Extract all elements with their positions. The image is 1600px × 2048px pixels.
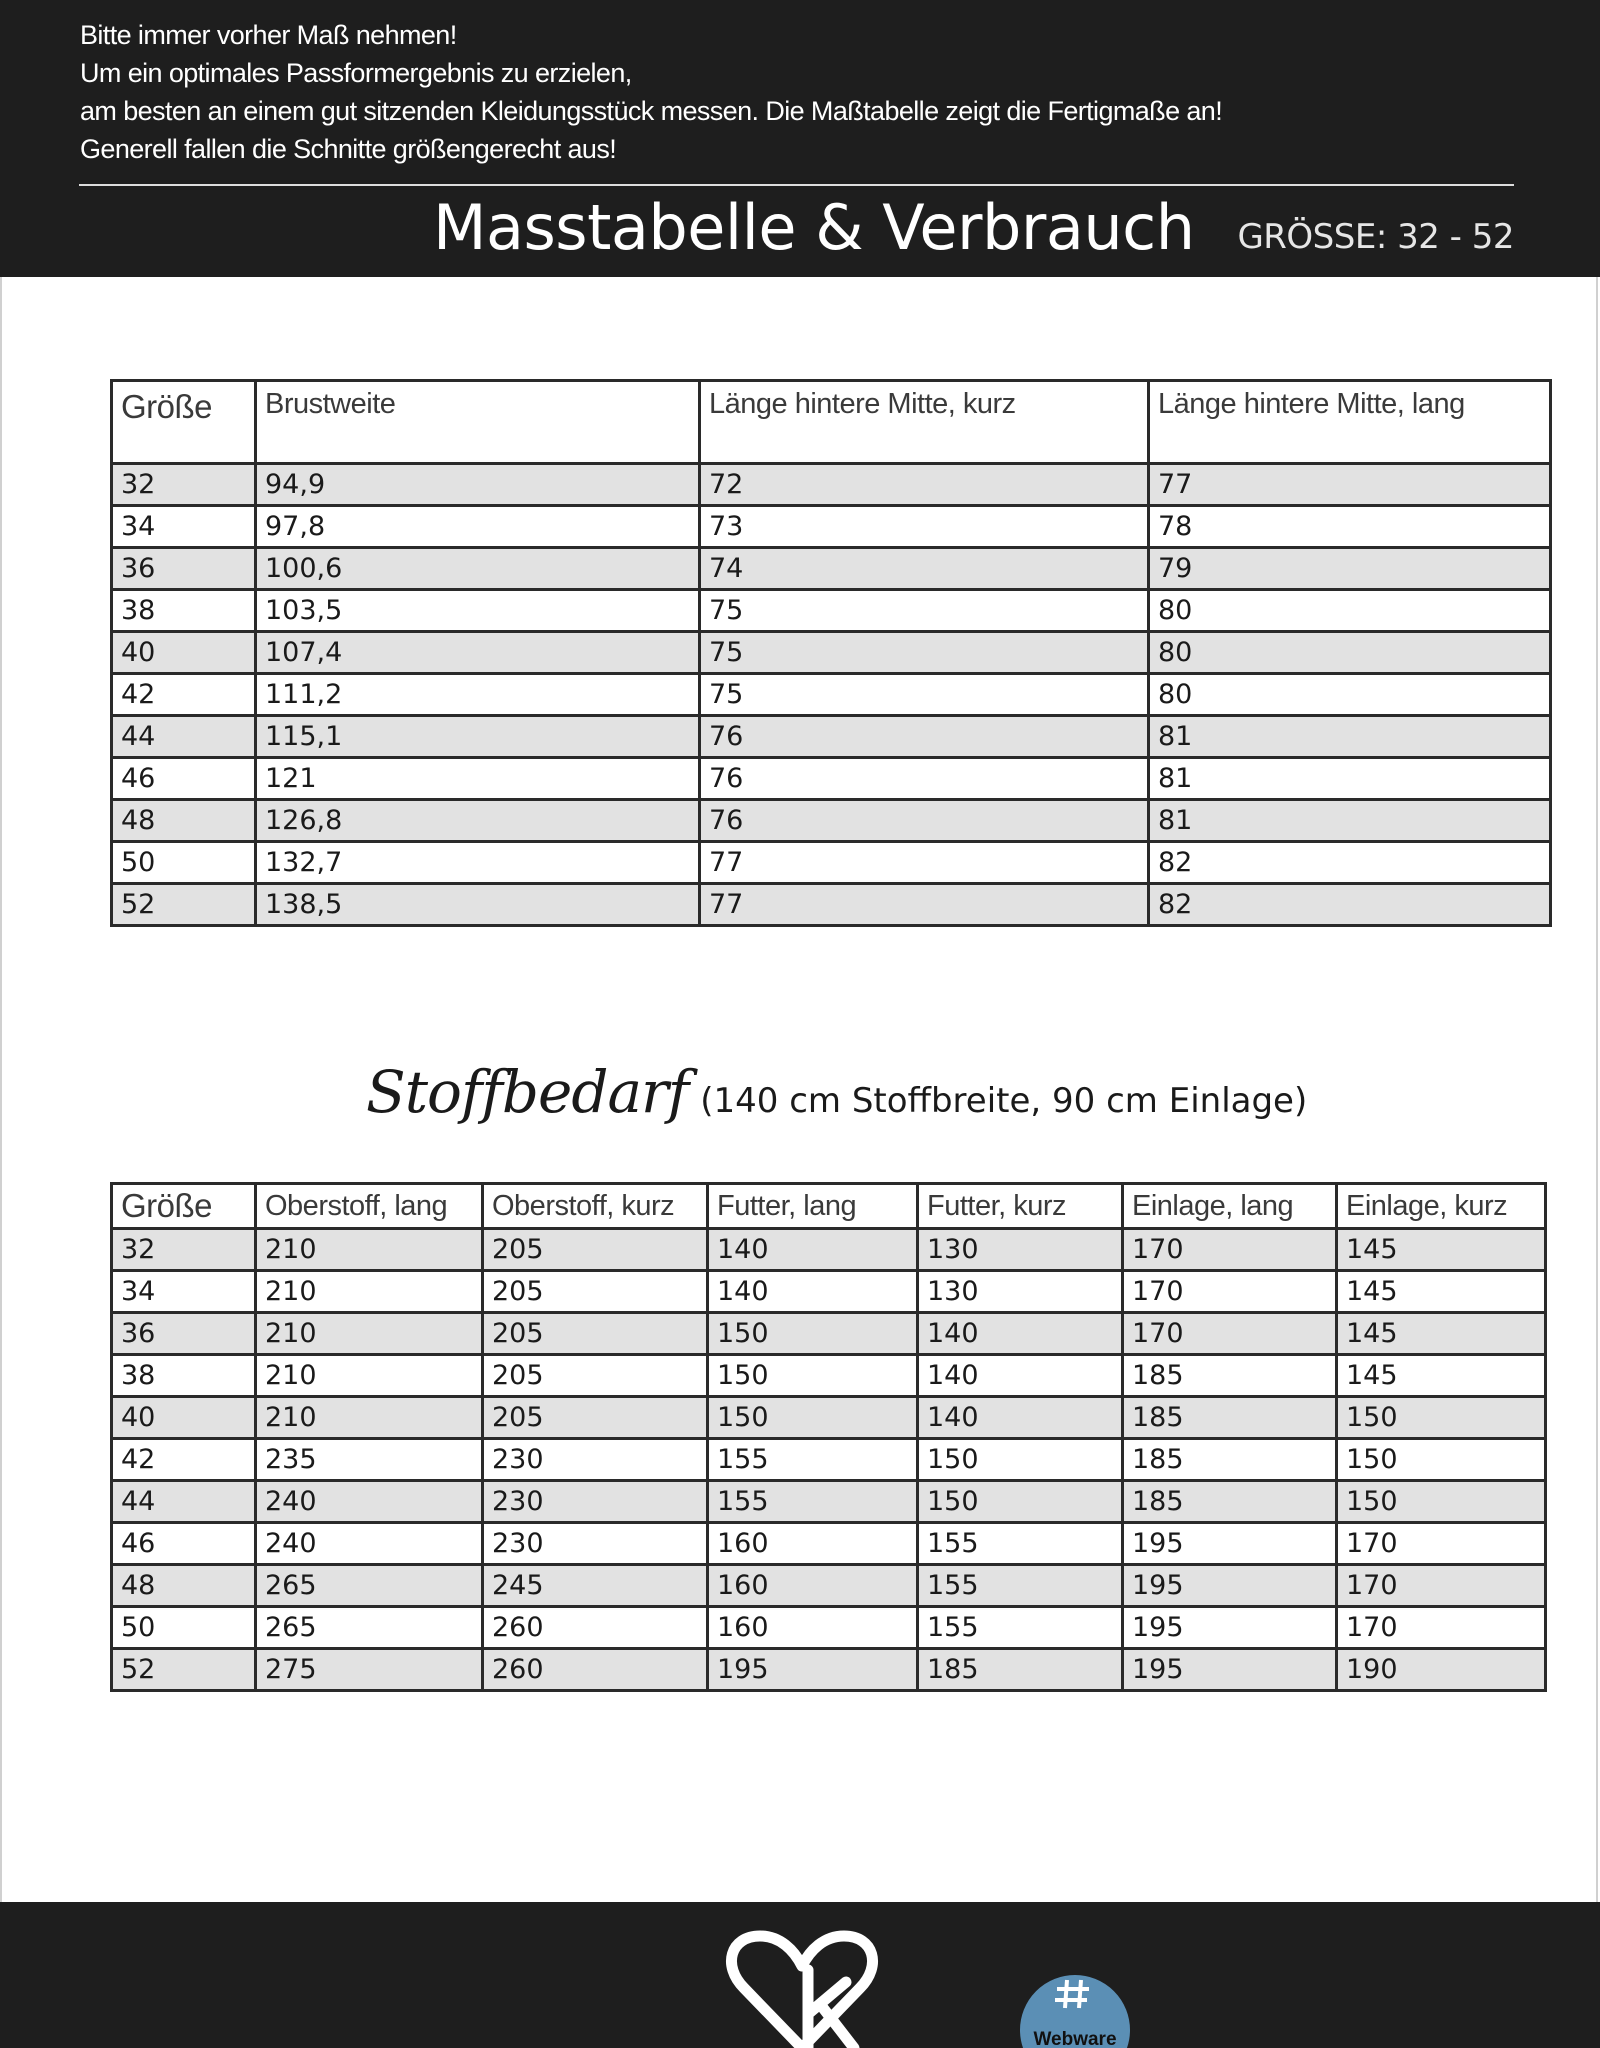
size-range-label: GRÖSSE: 32 - 52	[1237, 217, 1514, 257]
table-cell: 160	[708, 1523, 918, 1565]
table-cell: 145	[1337, 1313, 1546, 1355]
table-cell: 210	[256, 1229, 483, 1271]
table-cell: 80	[1149, 674, 1551, 716]
column-header: Futter, kurz	[918, 1184, 1123, 1229]
table-cell: 140	[918, 1313, 1123, 1355]
table-cell: 76	[700, 758, 1149, 800]
table-cell: 205	[483, 1397, 708, 1439]
table-cell: 170	[1123, 1313, 1337, 1355]
table-cell: 150	[918, 1439, 1123, 1481]
table-cell: 76	[700, 716, 1149, 758]
table-cell: 40	[112, 632, 256, 674]
table-cell: 155	[918, 1523, 1123, 1565]
table-cell: 50	[112, 842, 256, 884]
table-cell: 72	[700, 464, 1149, 506]
table-cell: 78	[1149, 506, 1551, 548]
size-table	[110, 379, 1552, 927]
column-header: Größe	[112, 381, 256, 464]
table-cell: 107,4	[256, 632, 700, 674]
table-cell: 150	[1337, 1397, 1546, 1439]
table-cell: 150	[1337, 1481, 1546, 1523]
table-cell: 195	[1123, 1607, 1337, 1649]
fabric-table	[110, 1182, 1547, 1692]
table-cell: 34	[112, 506, 256, 548]
table-cell: 46	[112, 758, 256, 800]
webware-badge-label: Webware	[1033, 2029, 1117, 2048]
footer-bar	[0, 1902, 1600, 2048]
table-cell: 140	[708, 1229, 918, 1271]
table-cell: 205	[483, 1313, 708, 1355]
table-cell: 185	[1123, 1481, 1337, 1523]
table-cell: 230	[483, 1523, 708, 1565]
table-cell: 38	[112, 590, 256, 632]
table-cell: 155	[708, 1481, 918, 1523]
table-cell: 75	[700, 632, 1149, 674]
table-cell: 100,6	[256, 548, 700, 590]
table-cell: 155	[918, 1565, 1123, 1607]
table-row	[112, 1439, 1546, 1481]
table-row	[112, 548, 1551, 590]
table-cell: 150	[918, 1481, 1123, 1523]
table-cell: 160	[708, 1607, 918, 1649]
table-cell: 79	[1149, 548, 1551, 590]
column-header: Oberstoff, kurz	[483, 1184, 708, 1229]
intro-line: am besten an einem gut sitzenden Kleidungsstück messen. Die Maßtabelle zeigt die Fertigmaße an!	[80, 96, 1223, 126]
table-row	[112, 1397, 1546, 1439]
table-cell: 76	[700, 800, 1149, 842]
table-cell: 155	[918, 1607, 1123, 1649]
table-cell: 50	[112, 1607, 256, 1649]
table-cell: 170	[1337, 1607, 1546, 1649]
column-header: Einlage, lang	[1123, 1184, 1337, 1229]
table-cell: 205	[483, 1229, 708, 1271]
table-cell: 73	[700, 506, 1149, 548]
table-cell: 32	[112, 1229, 256, 1271]
table-cell: 260	[483, 1607, 708, 1649]
table-cell: 44	[112, 716, 256, 758]
fabric-section-heading	[366, 1058, 1307, 1126]
table-cell: 185	[1123, 1355, 1337, 1397]
table-cell: 155	[708, 1439, 918, 1481]
intro-text	[80, 16, 1222, 168]
table-cell: 46	[112, 1523, 256, 1565]
column-header: Futter, lang	[708, 1184, 918, 1229]
page-title: Masstabelle & Verbrauch	[433, 191, 1195, 264]
table-cell: 52	[112, 884, 256, 926]
table-row	[112, 590, 1551, 632]
table-cell: 80	[1149, 632, 1551, 674]
table-row	[112, 1649, 1546, 1691]
table-cell: 195	[1123, 1649, 1337, 1691]
table-cell: 138,5	[256, 884, 700, 926]
table-cell: 145	[1337, 1355, 1546, 1397]
table-cell: 275	[256, 1649, 483, 1691]
table-cell: 210	[256, 1313, 483, 1355]
webware-badge-icon	[1015, 1972, 1135, 2048]
table-row	[112, 758, 1551, 800]
table-cell: 36	[112, 548, 256, 590]
intro-line: Bitte immer vorher Maß nehmen!	[80, 20, 457, 50]
heart-k-logo-icon	[722, 1930, 882, 2048]
table-row	[112, 800, 1551, 842]
table-row	[112, 1229, 1546, 1271]
table-row	[112, 1523, 1546, 1565]
table-cell: 150	[708, 1355, 918, 1397]
table-cell: 103,5	[256, 590, 700, 632]
column-header: Länge hintere Mitte, kurz	[700, 381, 1149, 464]
table-cell: 145	[1337, 1271, 1546, 1313]
table-cell: 75	[700, 674, 1149, 716]
table-row	[112, 1355, 1546, 1397]
table-cell: 265	[256, 1565, 483, 1607]
table-cell: 140	[918, 1355, 1123, 1397]
fabric-heading-detail: (140 cm Stoffbreite, 90 cm Einlage)	[700, 1081, 1308, 1121]
table-cell: 44	[112, 1481, 256, 1523]
table-row	[112, 884, 1551, 926]
table-cell: 80	[1149, 590, 1551, 632]
intro-line: Um ein optimales Passformergebnis zu erzielen,	[80, 58, 632, 88]
table-cell: 75	[700, 590, 1149, 632]
column-header: Länge hintere Mitte, lang	[1149, 381, 1551, 464]
column-header: Brustweite	[256, 381, 700, 464]
table-row	[112, 1313, 1546, 1355]
table-cell: 240	[256, 1523, 483, 1565]
table-cell: 195	[708, 1649, 918, 1691]
table-cell: 240	[256, 1481, 483, 1523]
table-cell: 195	[1123, 1523, 1337, 1565]
table-cell: 74	[700, 548, 1149, 590]
table-cell: 170	[1337, 1565, 1546, 1607]
column-header: Einlage, kurz	[1337, 1184, 1546, 1229]
table-cell: 210	[256, 1397, 483, 1439]
column-header: Größe	[112, 1184, 256, 1229]
table-cell: 34	[112, 1271, 256, 1313]
table-cell: 170	[1337, 1523, 1546, 1565]
table-row	[112, 632, 1551, 674]
table-cell: 77	[1149, 464, 1551, 506]
table-cell: 42	[112, 674, 256, 716]
table-cell: 265	[256, 1607, 483, 1649]
table-cell: 170	[1123, 1271, 1337, 1313]
table-cell: 126,8	[256, 800, 700, 842]
table-cell: 81	[1149, 758, 1551, 800]
table-cell: 97,8	[256, 506, 700, 548]
size-table-header-row	[112, 381, 1551, 464]
table-cell: 121	[256, 758, 700, 800]
table-row	[112, 1607, 1546, 1649]
table-cell: 185	[918, 1649, 1123, 1691]
table-cell: 38	[112, 1355, 256, 1397]
table-cell: 130	[918, 1271, 1123, 1313]
table-cell: 132,7	[256, 842, 700, 884]
table-cell: 81	[1149, 716, 1551, 758]
table-cell: 230	[483, 1481, 708, 1523]
table-cell: 205	[483, 1355, 708, 1397]
table-cell: 260	[483, 1649, 708, 1691]
table-cell: 77	[700, 884, 1149, 926]
table-row	[112, 1565, 1546, 1607]
table-row	[112, 842, 1551, 884]
table-row	[112, 464, 1551, 506]
table-cell: 210	[256, 1271, 483, 1313]
table-cell: 160	[708, 1565, 918, 1607]
table-cell: 32	[112, 464, 256, 506]
table-cell: 210	[256, 1355, 483, 1397]
table-row	[112, 1271, 1546, 1313]
header-banner	[0, 0, 1600, 277]
table-cell: 82	[1149, 884, 1551, 926]
table-row	[112, 674, 1551, 716]
table-row	[112, 1481, 1546, 1523]
table-cell: 40	[112, 1397, 256, 1439]
table-cell: 150	[708, 1397, 918, 1439]
table-cell: 130	[918, 1229, 1123, 1271]
table-row	[112, 716, 1551, 758]
header-divider	[79, 184, 1514, 186]
table-cell: 150	[708, 1313, 918, 1355]
table-cell: 170	[1123, 1229, 1337, 1271]
fabric-table-header-row	[112, 1184, 1546, 1229]
table-cell: 205	[483, 1271, 708, 1313]
table-row	[112, 506, 1551, 548]
table-cell: 185	[1123, 1397, 1337, 1439]
table-cell: 190	[1337, 1649, 1546, 1691]
intro-line: Generell fallen die Schnitte größengerecht aus!	[80, 134, 617, 164]
table-cell: 140	[708, 1271, 918, 1313]
table-cell: 81	[1149, 800, 1551, 842]
table-cell: 82	[1149, 842, 1551, 884]
table-cell: 245	[483, 1565, 708, 1607]
table-cell: 140	[918, 1397, 1123, 1439]
column-header: Oberstoff, lang	[256, 1184, 483, 1229]
table-cell: 185	[1123, 1439, 1337, 1481]
table-cell: 230	[483, 1439, 708, 1481]
table-cell: 111,2	[256, 674, 700, 716]
fabric-heading-script: Stoffbedarf	[366, 1058, 689, 1126]
table-cell: 77	[700, 842, 1149, 884]
table-cell: 235	[256, 1439, 483, 1481]
table-cell: 145	[1337, 1229, 1546, 1271]
table-cell: 48	[112, 800, 256, 842]
table-cell: 195	[1123, 1565, 1337, 1607]
table-cell: 115,1	[256, 716, 700, 758]
table-cell: 36	[112, 1313, 256, 1355]
table-cell: 94,9	[256, 464, 700, 506]
table-cell: 42	[112, 1439, 256, 1481]
table-cell: 150	[1337, 1439, 1546, 1481]
table-cell: 52	[112, 1649, 256, 1691]
table-cell: 48	[112, 1565, 256, 1607]
